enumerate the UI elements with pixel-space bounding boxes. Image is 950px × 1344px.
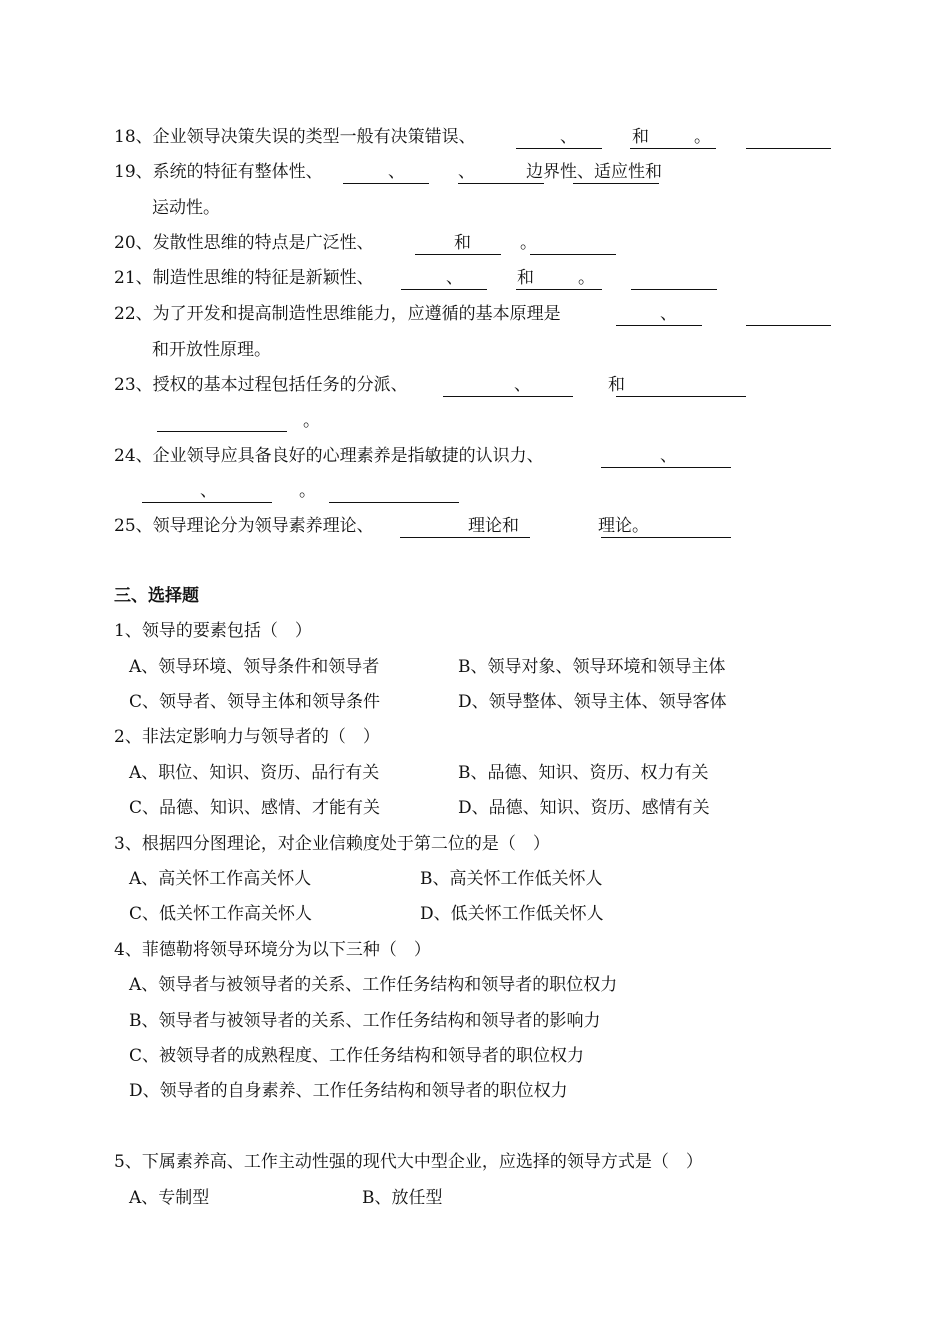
mc4-option-a: A、领导者与被领导者的关系、工作任务结构和领导者的职位权力 [129, 975, 618, 995]
mc3-stem: 3、根据四分图理论，对企业信赖度处于第二位的是（ ） [114, 834, 550, 854]
q25-blank-2 [601, 537, 731, 538]
mc1-option-b: B、领导对象、领导环境和领导主体 [458, 657, 726, 677]
q19-cont: 运动性。 [152, 198, 220, 218]
mc2-option-a: A、职位、知识、资历、品行有关 [129, 763, 380, 783]
q23-end: 。 [303, 411, 320, 431]
q20-and: 和 [454, 233, 471, 253]
q18-blank-3 [746, 148, 831, 149]
q25-blank-1 [400, 537, 530, 538]
q20-end: 。 [520, 233, 537, 253]
q24-blank-1 [601, 467, 731, 468]
q21-blank-1 [401, 289, 487, 290]
q21-and: 和 [517, 268, 534, 288]
mc2-option-b: B、品德、知识、资历、权力有关 [458, 763, 709, 783]
mc5-stem: 5、下属素养高、工作主动性强的现代大中型企业，应选择的领导方式是（ ） [114, 1152, 703, 1172]
q19-text: 19、系统的特征有整体性、 [114, 162, 323, 182]
q19-sep-1: 、 [388, 162, 405, 182]
q25-end: 理论。 [598, 516, 649, 536]
q19-sep-2: 、 [458, 162, 475, 182]
q19-blank-1 [343, 183, 429, 184]
q18-sep: 、 [560, 127, 577, 147]
mc3-option-a: A、高关怀工作高关怀人 [129, 869, 312, 889]
mc1-option-d: D、领导整体、领导主体、领导客体 [458, 692, 727, 712]
mc3-option-c: C、低关怀工作高关怀人 [129, 904, 313, 924]
q19-blank-2 [458, 183, 544, 184]
q18-blank-2 [630, 148, 716, 149]
q23-and: 和 [608, 375, 625, 395]
mc1-option-a: A、领导环境、领导条件和领导者 [129, 657, 380, 677]
q20-blank-2 [530, 254, 616, 255]
q24-blank-2 [142, 502, 272, 503]
q25-mid: 理论和 [468, 516, 519, 536]
q18-and: 和 [632, 127, 649, 147]
q22-cont: 和开放性原理。 [152, 340, 271, 360]
mc1-stem: 1、领导的要素包括（ ） [114, 621, 312, 641]
mc2-stem: 2、非法定影响力与领导者的（ ） [114, 727, 380, 747]
q20-blank-1 [415, 254, 501, 255]
q24-sep-2: 、 [200, 481, 217, 501]
mc5-option-a: A、专制型 [129, 1188, 210, 1208]
mc4-option-d: D、领导者的自身素养、工作任务结构和领导者的职位权力 [129, 1081, 568, 1101]
q23-blank-3 [157, 431, 287, 432]
mc3-option-b: B、高关怀工作低关怀人 [420, 869, 603, 889]
q24-sep-1: 、 [660, 446, 677, 466]
q25-text: 25、领导理论分为领导素养理论、 [114, 516, 374, 536]
q23-text: 23、授权的基本过程包括任务的分派、 [114, 375, 408, 395]
q22-blank-2 [746, 325, 831, 326]
q21-end: 。 [578, 268, 595, 288]
q22-blank-1 [616, 325, 702, 326]
q22-text: 22、为了开发和提高制造性思维能力，应遵循的基本原理是 [114, 304, 561, 324]
q18-blank-1 [516, 148, 602, 149]
q24-end: 。 [299, 481, 316, 501]
mc1-option-c: C、领导者、领导主体和领导条件 [129, 692, 381, 712]
q19-mid: 边界性、适应性和 [526, 162, 662, 182]
q18-text: 18、企业领导决策失误的类型一般有决策错误、 [114, 127, 476, 147]
mc4-option-b: B、领导者与被领导者的关系、工作任务结构和领导者的影响力 [129, 1011, 601, 1031]
q18-end: 。 [694, 127, 711, 147]
q21-text: 21、制造性思维的特征是新颖性、 [114, 268, 374, 288]
q20-text: 20、发散性思维的特点是广泛性、 [114, 233, 374, 253]
section-title: 三、选择题 [114, 586, 199, 606]
mc2-option-d: D、品德、知识、资历、感情有关 [458, 798, 710, 818]
q21-blank-3 [631, 289, 717, 290]
mc2-option-c: C、品德、知识、感情、才能有关 [129, 798, 381, 818]
q23-blank-2 [616, 396, 746, 397]
q21-sep: 、 [446, 268, 463, 288]
mc5-option-b: B、放任型 [362, 1188, 443, 1208]
q23-blank-1 [443, 396, 573, 397]
mc3-option-d: D、低关怀工作低关怀人 [420, 904, 604, 924]
q24-blank-3 [329, 502, 459, 503]
q19-blank-3 [573, 183, 659, 184]
q22-sep: 、 [660, 304, 677, 324]
q21-blank-2 [516, 289, 602, 290]
mc4-stem: 4、菲德勒将领导环境分为以下三种（ ） [114, 940, 431, 960]
q23-sep: 、 [514, 375, 531, 395]
mc4-option-c: C、被领导者的成熟程度、工作任务结构和领导者的职位权力 [129, 1046, 585, 1066]
q24-text: 24、企业领导应具备良好的心理素养是指敏捷的认识力、 [114, 446, 544, 466]
